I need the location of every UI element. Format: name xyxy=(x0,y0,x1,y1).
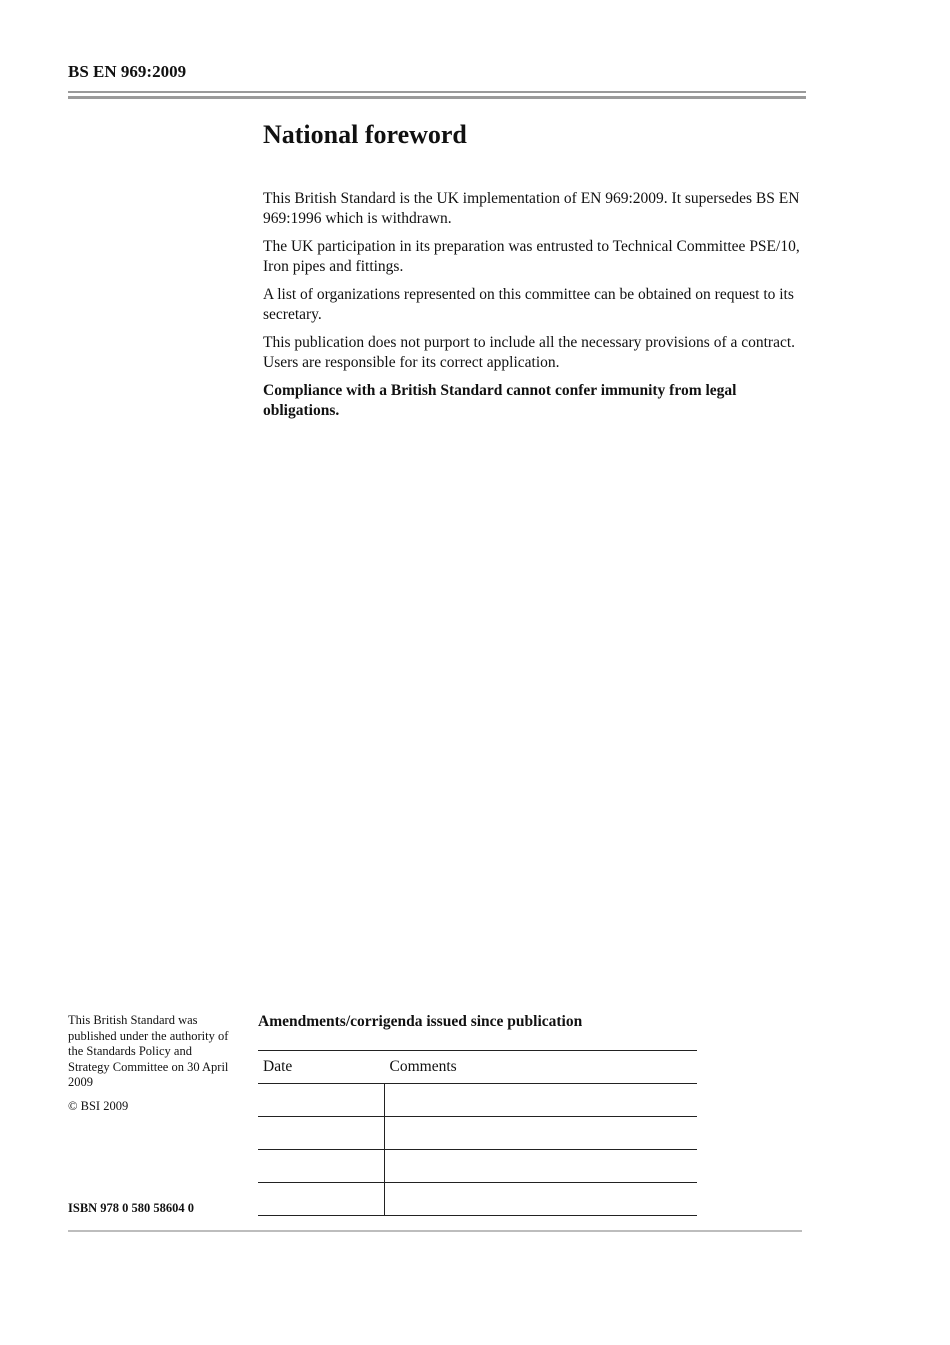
table-row xyxy=(258,1183,697,1216)
table-header-row xyxy=(258,1051,697,1084)
date-cell xyxy=(258,1084,385,1117)
comments-cell xyxy=(385,1117,698,1150)
paragraph-participation: The UK participation in its preparation was entrusted to Technical Committee PSE/10, Iron pipes and fittings. xyxy=(263,238,800,275)
table-row xyxy=(258,1117,697,1150)
document-id: BS EN 969:2009 xyxy=(68,62,187,81)
comments-column-header: Comments xyxy=(385,1051,698,1084)
date-cell xyxy=(258,1183,385,1216)
paragraph-compliance: Compliance with a British Standard cannot confer immunity from legal obligations. xyxy=(263,382,737,419)
isbn: ISBN 978 0 580 58604 0 xyxy=(68,1201,195,1215)
date-cell xyxy=(258,1117,385,1150)
header-rule-top xyxy=(68,91,806,93)
paragraph-organizations: A list of organizations represented on this committee can be obtained on request to its secretary. xyxy=(263,286,794,323)
publication-sidenote xyxy=(68,1013,233,1122)
date-column-header: Date xyxy=(258,1051,385,1084)
table-row xyxy=(258,1084,697,1117)
copyright-note: © BSI 2009 xyxy=(68,1098,129,1113)
date-cell xyxy=(258,1150,385,1183)
foreword-body xyxy=(263,189,808,429)
amendments-table xyxy=(258,1050,697,1216)
page-title: National foreword xyxy=(263,120,467,149)
comments-cell xyxy=(385,1084,698,1117)
paragraph-implementation: This British Standard is the UK implementation of EN 969:2009. It supersedes BS EN 969:1996 which is withdrawn. xyxy=(263,190,800,227)
paragraph-provisions: This publication does not purport to include all the necessary provisions of a contract. Users are responsible for its correct application. xyxy=(263,334,796,371)
footer-rule xyxy=(68,1230,802,1232)
header-rule-bottom xyxy=(68,96,806,99)
comments-cell xyxy=(385,1183,698,1216)
publication-note: This British Standard was published under the authority of the Standards Policy and Strategy Committee on 30 April 2009 xyxy=(68,1013,229,1089)
table-row xyxy=(258,1150,697,1183)
amendments-title: Amendments/corrigenda issued since publication xyxy=(258,1013,583,1030)
comments-cell xyxy=(385,1150,698,1183)
